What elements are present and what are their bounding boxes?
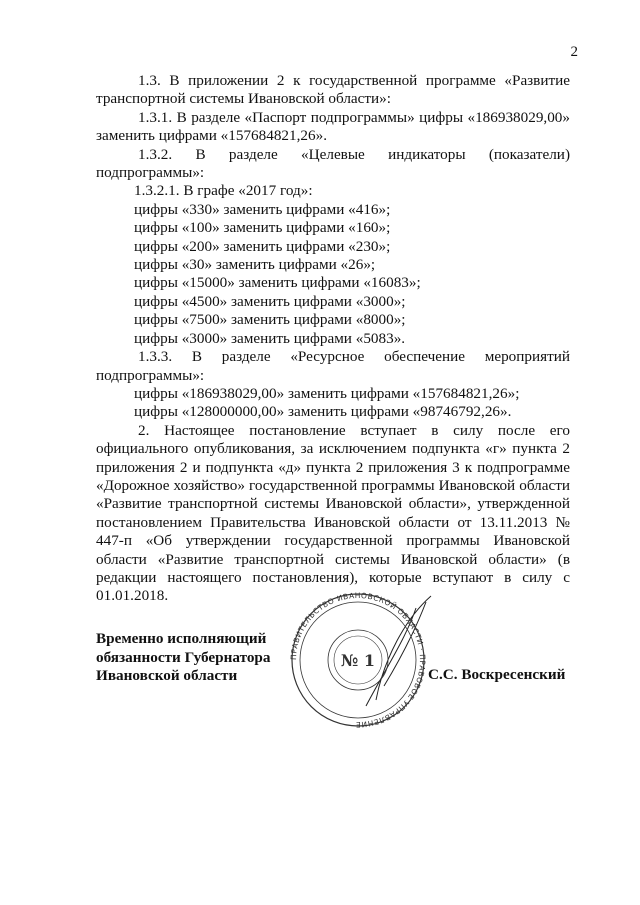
official-seal	[266, 588, 456, 728]
replacement-line: цифры «200» заменить цифрами «230»;	[134, 237, 391, 255]
replacement-line: цифры «30» заменить цифрами «26»;	[134, 256, 376, 274]
replacement-line: цифры «128000000,00» заменить цифрами «98746792,26».	[134, 403, 512, 421]
page-number: 2	[570, 44, 578, 60]
signatory-name: С.С. Воскресенский	[428, 666, 566, 683]
paragraph-1-3-3: 1.3.3. В разделе «Ресурсное обеспечение мероприятий подпрограммы»:	[96, 348, 570, 384]
replacement-line: цифры «15000» заменить цифрами «16083»;	[134, 274, 421, 292]
replacement-line: цифры «330» заменить цифрами «416»;	[134, 200, 391, 218]
seal-ring-text: ПРАВИТЕЛЬСТВО ИВАНОВСКОЙ ОБЛАСТИ · ПРАВОВОЕ УПРАВЛЕНИЕ	[288, 590, 428, 728]
document-body	[96, 72, 570, 606]
replacement-line: цифры «3000» заменить цифрами «5083».	[134, 329, 406, 347]
position-line: Ивановской области	[96, 667, 238, 685]
signatory-position	[96, 630, 270, 686]
paragraph-1-3-2-1: 1.3.2.1. В графе «2017 год»:	[134, 182, 313, 200]
position-line: Временно исполняющий	[96, 630, 267, 647]
replacement-line: цифры «186938029,00» заменить цифрами «157684821,26»;	[134, 384, 520, 402]
paragraph-1-3: 1.3. В приложении 2 к государственной программе «Развитие транспортной системы Ивановской области»:	[96, 72, 570, 108]
paragraph-2: 2. Настоящее постановление вступает в силу после его официального опубликования, за исключением подпункта «г» пункта 2 приложения 2 и подпункта «д» пункта 2 приложения 3 к подпрограмме «Дорожное хозяйство» государственной программы Ивановской области «Развитие транспортной системы Ивановской области», утвержденной постановлением Правительства Ивановской области от 13.11.2013 № 447-п «Об утверждении государственной программы Ивановской области «Развитие транспортной системы Ивановской области» (в редакции настоящего постановления), которые вступают в силу с 01.01.2018.	[96, 421, 570, 605]
replacement-line: цифры «7500» заменить цифрами «8000»;	[134, 311, 406, 329]
seal-number: № 1	[340, 651, 376, 670]
paragraph-1-3-2: 1.3.2. В разделе «Целевые индикаторы (показатели) подпрограммы»:	[96, 145, 570, 182]
paragraph-1-3-1: 1.3.1. В разделе «Паспорт подпрограммы» цифры «186938029,00» заменить цифрами «157684821,26».	[96, 108, 570, 145]
replacement-line: цифры «4500» заменить цифрами «3000»;	[134, 292, 406, 310]
position-line: обязанности Губернатора	[96, 648, 271, 666]
replacement-line: цифры «100» заменить цифрами «160»;	[134, 219, 391, 237]
